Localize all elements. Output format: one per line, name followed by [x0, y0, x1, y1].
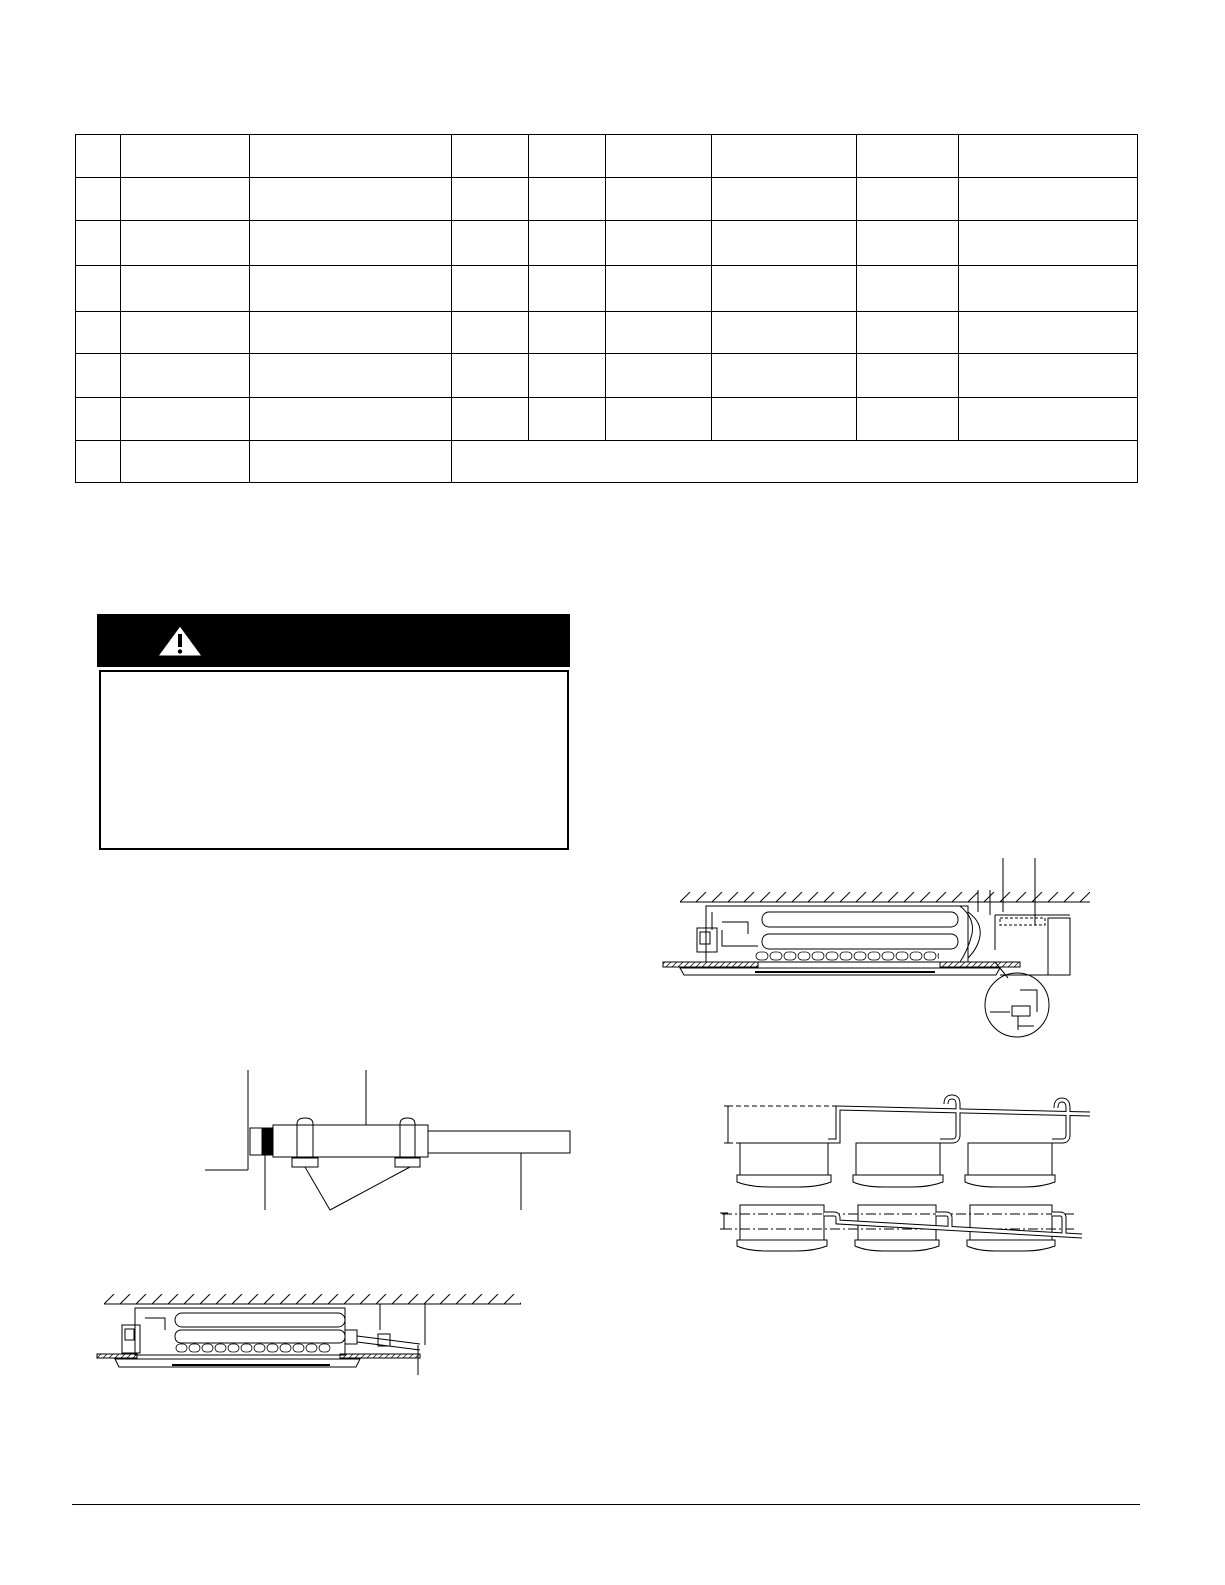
ceiling-cassette-figure: [97, 1294, 521, 1375]
drain-piping-figure: [720, 1097, 1090, 1251]
duct-connection-figure: [663, 858, 1090, 1037]
insulated-pipe-figure: [205, 1070, 570, 1210]
footer-rule: [72, 1504, 1140, 1505]
